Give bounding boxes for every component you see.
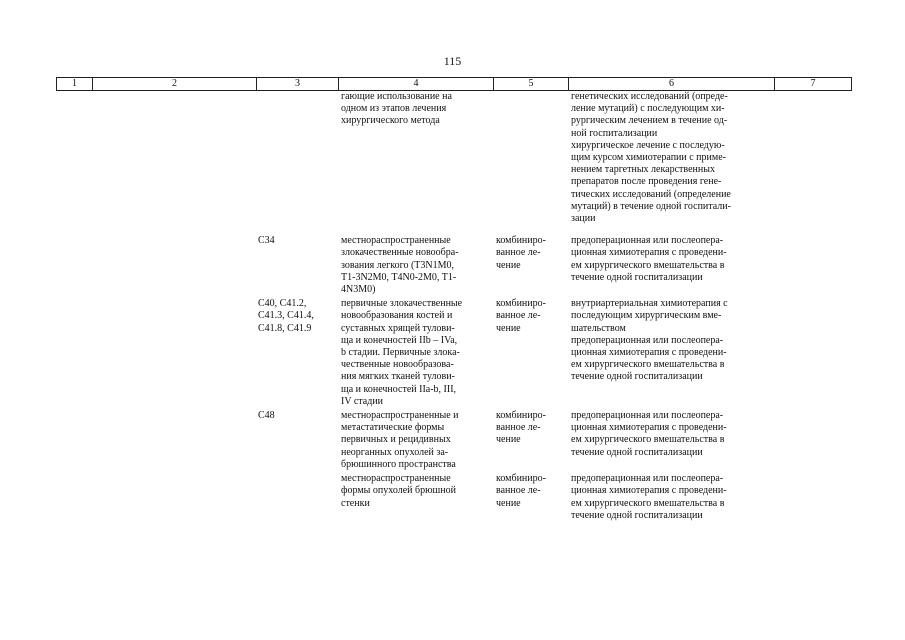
icd-code-cell bbox=[256, 91, 338, 227]
cell-col-2 bbox=[92, 473, 256, 524]
cell-col-2 bbox=[92, 298, 256, 410]
table-row bbox=[56, 91, 851, 227]
condition-cell: первичные злокачественные новообразования костей и суставных хрящей тулови- ща и конечностей IIb – IVa, b стадии. Первичные злока- чественные новообразова- ния мягких тканей тулови- ща и конечностей IIa-b, III, IV стадии bbox=[341, 298, 463, 407]
condition-cell: местнораспространенные формы опухолей брюшной стенки bbox=[341, 473, 456, 509]
table-row bbox=[56, 473, 851, 524]
method-cell: внутриартериальная химиотерапия с последующим хирургическим вме- шательством предоперационная или послеопера- ционная химиотерапия с проведени- ем хирургического вмешательства в течение одной госпитализации bbox=[571, 298, 728, 383]
treatment-type-cell: комбиниро- ванное ле- чение bbox=[496, 473, 546, 509]
icd-code-cell: С48 bbox=[258, 410, 275, 422]
header-col-5: 5 bbox=[494, 78, 569, 91]
treatment-table bbox=[56, 91, 851, 524]
header-col-7: 7 bbox=[775, 78, 852, 91]
row-spacer bbox=[56, 227, 851, 235]
table-row bbox=[56, 298, 851, 410]
cell-col-7 bbox=[774, 91, 851, 227]
method-cell: предоперационная или послеопера- ционная химиотерапия с проведени- ем хирургического вмешательства в течение одной госпитализации bbox=[571, 473, 727, 521]
cell-col-1 bbox=[56, 410, 92, 473]
header-row bbox=[57, 78, 852, 91]
header-col-2: 2 bbox=[93, 78, 257, 91]
header-col-4: 4 bbox=[339, 78, 494, 91]
cell-col-2 bbox=[92, 410, 256, 473]
treatment-type-cell: комбиниро- ванное ле- чение bbox=[496, 298, 546, 334]
header-col-6: 6 bbox=[569, 78, 775, 91]
icd-code-cell: С40, С41.2, С41.3, С41.4, С41.8, С41.9 bbox=[258, 298, 314, 334]
cell-col-2 bbox=[92, 235, 256, 298]
page-number: 115 bbox=[443, 54, 462, 68]
cell-col-2 bbox=[92, 91, 256, 227]
treatment-type-cell: комбиниро- ванное ле- чение bbox=[496, 235, 546, 271]
cell-col-7 bbox=[774, 410, 851, 473]
icd-code-cell bbox=[256, 473, 338, 524]
method-cell: предоперационная или послеопера- ционная химиотерапия с проведени- ем хирургического вмешательства в течение одной госпитализации bbox=[571, 235, 727, 283]
cell-col-1 bbox=[56, 91, 92, 227]
condition-cell: местнораспространенные и метастатические формы первичных и рецидивных неорганных опухолей за- брюшинного пространства bbox=[341, 410, 459, 470]
method-cell: генетических исследований (опреде- ление мутаций) с последующим хи- рургическим лечением в течение од- ной госпитализации хирургическое лечение с последую- щим курсом химиотерапии с приме- нением таргетных лекарственных препаратов после проведения гене- тических исследований (определение мутаций) в течение одной госпитали- зации bbox=[571, 91, 731, 225]
cell-col-1 bbox=[56, 473, 92, 524]
cell-col-1 bbox=[56, 235, 92, 298]
header-col-1: 1 bbox=[57, 78, 93, 91]
icd-code-cell: С34 bbox=[258, 235, 275, 247]
column-number-header bbox=[56, 77, 852, 91]
method-cell: предоперационная или послеопера- ционная химиотерапия с проведени- ем хирургического вмешательства в течение одной госпитализации bbox=[571, 410, 727, 458]
treatment-type-cell bbox=[493, 91, 568, 227]
condition-cell: местнораспространенные злокачественные новообра- зования легкого (T3N1M0, T1-3N2M0, T4N0-2M0, T1- 4N3M0) bbox=[341, 235, 459, 296]
cell-col-7 bbox=[774, 235, 851, 298]
cell-col-7 bbox=[774, 298, 851, 410]
table-row bbox=[56, 235, 851, 298]
cell-col-7 bbox=[774, 473, 851, 524]
header-col-3: 3 bbox=[257, 78, 339, 91]
table-row bbox=[56, 410, 851, 473]
cell-col-1 bbox=[56, 298, 92, 410]
treatment-type-cell: комбиниро- ванное ле- чение bbox=[496, 410, 546, 446]
condition-cell: гающие использование на одном из этапов лечения хирургического метода bbox=[341, 91, 452, 127]
